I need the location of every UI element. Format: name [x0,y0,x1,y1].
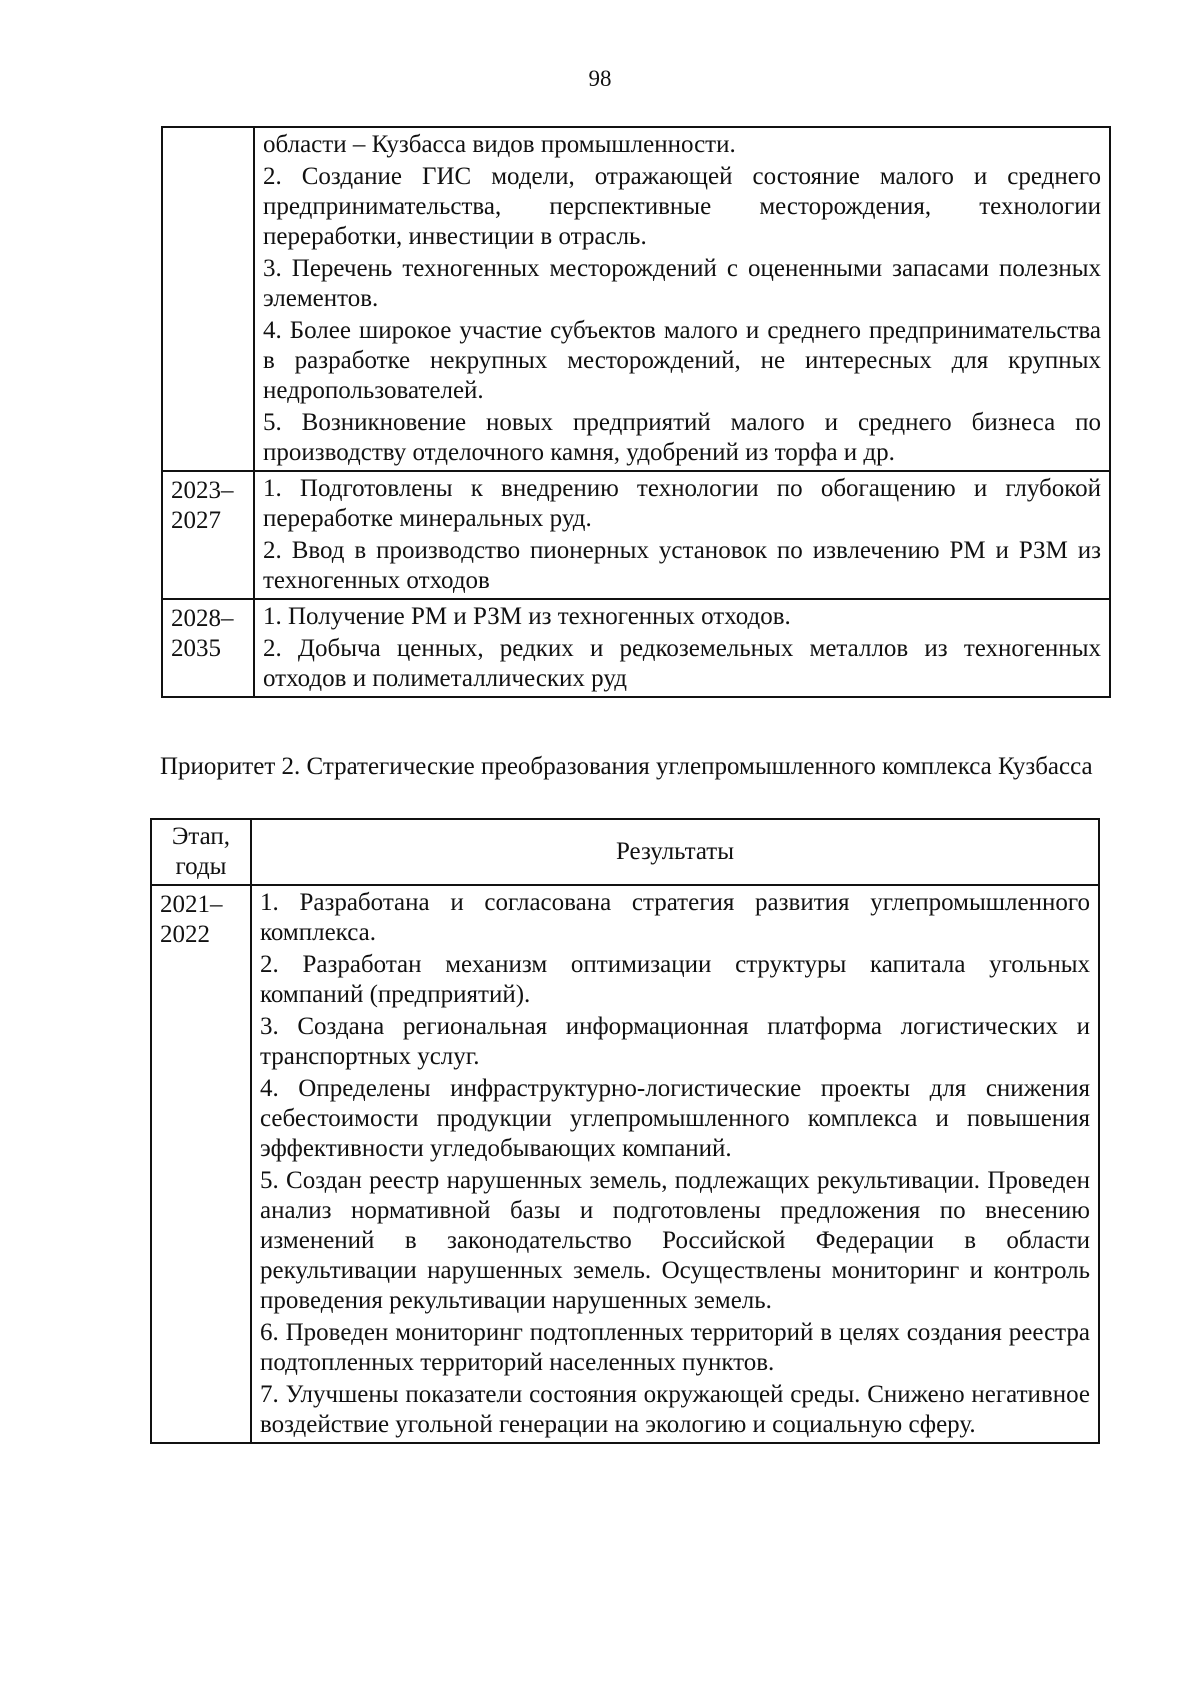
result-item: 2. Ввод в производство пионерных установок по извлечению РМ и РЗМ из техногенных отходов [263,537,1101,594]
table-row [162,599,1110,697]
table-row [162,471,1110,599]
results-table-priority-1-continued [161,126,1111,698]
stage-years-cell: 2021–2022 [151,885,251,1443]
column-header-results: Результаты [251,819,1099,885]
priority-2-heading: Приоритет 2. Стратегические преобразования углепромышленного комплекса Кузбасса [160,753,1093,780]
result-item: 4. Определены инфраструктурно-логистические проекты для снижения себестоимости продукции углепромышленного комплекса и повышения эффективности угледобывающих компаний. [260,1075,1090,1162]
result-item: 3. Создана региональная информационная платформа логистических и транспортных услуг. [260,1013,1090,1070]
stage-years-cell: 2028–2035 [162,599,254,697]
page-number: 98 [588,66,612,91]
table-header-row [151,819,1099,885]
result-item: области – Кузбасса видов промышленности. [263,131,736,158]
result-item: 2. Создание ГИС модели, отражающей состояние малого и среднего предпринимательства, перспективные месторождения, технологии переработки, инвестиции в отрасль. [263,163,1101,250]
result-item: 1. Подготовлены к внедрению технологии по обогащению и глубокой переработке минеральных руд. [263,475,1101,532]
result-item: 7. Улучшены показатели состояния окружающей среды. Снижено негативное воздействие угольной генерации на экологию и социальную сферу. [260,1381,1090,1438]
results-cell [251,885,1099,1443]
result-item: 5. Создан реестр нарушенных земель, подлежащих рекультивации. Проведен анализ нормативной базы и подготовлены предложения по внесению изменений в законодательство Российской Федерации в области рекультивации нарушенных земель. Осуществлены мониторинг и контроль проведения рекультивации нарушенных земель. [260,1167,1090,1314]
results-cell [254,471,1110,599]
table-row [162,127,1110,471]
column-header-stage: Этап, годы [151,819,251,885]
result-item: 2. Разработан механизм оптимизации структуры капитала угольных компаний (предприятий). [260,951,1090,1008]
result-item: 3. Перечень техногенных месторождений с оцененными запасами полезных элементов. [263,255,1101,312]
results-cell [254,127,1110,471]
stage-years-cell [162,127,254,471]
result-item: 4. Более широкое участие субъектов малого и среднего предпринимательства в разработке некрупных месторождений, не интересных для крупных недропользователей. [263,317,1101,404]
result-item: 1. Разработана и согласована стратегия развития углепромышленного комплекса. [260,889,1090,946]
results-cell [254,599,1110,697]
result-item: 1. Получение РМ и РЗМ из техногенных отходов. [263,603,791,630]
result-item: 2. Добыча ценных, редких и редкоземельных металлов из техногенных отходов и полиметаллических руд [263,635,1101,692]
result-item: 5. Возникновение новых предприятий малого и среднего бизнеса по производству отделочного камня, удобрений из торфа и др. [263,409,1101,466]
table-row [151,885,1099,1443]
results-table-priority-2 [150,818,1100,1444]
stage-years-cell: 2023–2027 [162,471,254,599]
result-item: 6. Проведен мониторинг подтопленных территорий в целях создания реестра подтопленных территорий населенных пунктов. [260,1319,1090,1376]
